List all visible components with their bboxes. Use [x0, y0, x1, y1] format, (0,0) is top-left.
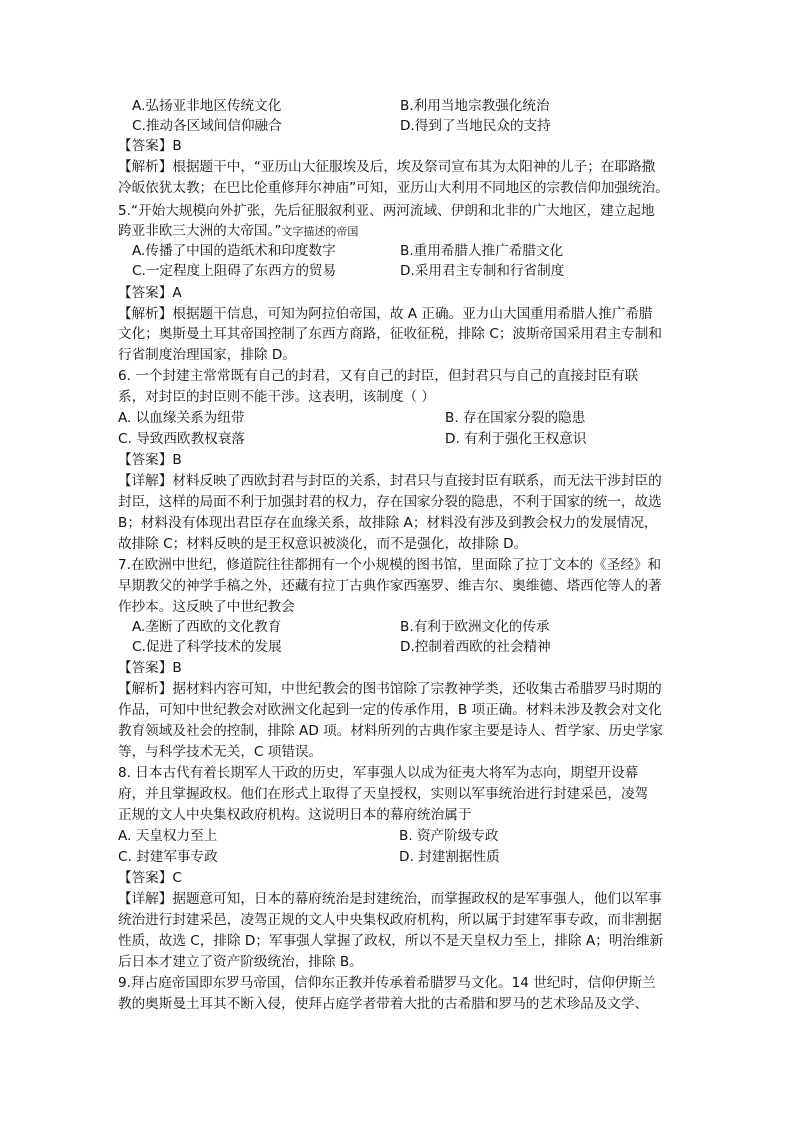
q6-answer: 【答案】B	[118, 452, 182, 468]
q9-stem-line: 9.拜占庭帝国即东罗马帝国，信仰东正教并传承着希腊罗马文化。14 世纪时，信仰伊斯兰	[118, 975, 656, 991]
q8-option-d: D. 封建割据性质	[399, 849, 500, 865]
q4-analysis-line: 【解析】根据题干中，“亚历山大征服埃及后，埃及祭司宣布其为太阳神的儿子；在耶路撒	[118, 159, 656, 175]
q7-option-a: A.垄断了西欧的文化教育	[132, 619, 282, 635]
q7-option-d: D.控制着西欧的社会精神	[400, 639, 551, 655]
q8-option-a: A. 天皇权力至上	[118, 828, 218, 844]
q7-stem-line: 7.在欧洲中世纪，修道院往往都拥有一个小规模的图书馆，里面除了拉丁文本的《圣经》和	[118, 557, 662, 573]
q8-stem-line: 正规的文人中央集权政府机构。这说明日本的幕府统治属于	[118, 807, 472, 823]
q6-analysis-line: B；材料没有体现出君臣存在血缘关系，故排除 A；材料没有涉及到教会权力的发展情况，	[118, 515, 658, 531]
q5-stem-line: 5.“开始大规模向外扩张，先后征服叙利亚、两河流域、伊朗和北非的广大地区，建立起地	[118, 203, 655, 219]
q4-answer: 【答案】B	[118, 138, 182, 154]
q7-stem-line: 早期教父的神学手稿之外，还藏有拉丁古典作家西塞罗、维吉尔、奥维德、塔西佗等人的著	[118, 578, 662, 594]
q5-option-a: A.传播了中国的造纸术和印度数字	[132, 243, 336, 259]
q6-option-b: B. 存在国家分裂的隐患	[445, 410, 586, 426]
q8-analysis-line: 统治进行封建采邑，凌驾正规的文人中央集权政府机构，所以属于封建军事专政，而非割据	[118, 912, 662, 928]
q6-option-c: C. 导致西欧教权衰落	[118, 431, 245, 447]
q6-stem-line: 6. 一个封建主常常既有自己的封君，又有自己的封臣，但封君只与自己的直接封臣有联	[118, 368, 639, 384]
q4-option-d: D.得到了当地民众的支持	[400, 118, 551, 134]
q7-analysis-line: 等，与科学技术无关，C 项错误。	[118, 744, 323, 760]
q8-analysis-line: 后日本才建立了资产阶级统治，排除 B。	[118, 954, 363, 970]
q5-analysis-line: 【解析】根据题干信息，可知为阿拉伯帝国，故 A 正确。亚力山大国重用希腊人推广希腊	[118, 306, 653, 322]
q6-analysis-line: 【详解】材料反映了西欧封君与封臣的关系，封君只与直接封臣有联系，而无法干涉封臣的	[118, 473, 662, 489]
q8-analysis-line: 性质，故选 C，排除 D；军事强人掌握了政权，所以不是天皇权力至上，排除 A；明治维新	[118, 933, 664, 949]
q6-stem-line: 系，对封臣的封臣则不能干涉。这表明，该制度（ ）	[118, 389, 435, 405]
q5-option-d: D.采用君主专制和行省制度	[400, 263, 565, 279]
q5-analysis-line: 文化；奥斯曼土耳其帝国控制了东西方商路，征收征税，排除 C；波斯帝国采用君主专制和	[118, 326, 662, 342]
q7-analysis-line: 作品，可知中世纪教会对欧洲文化起到一定的传承作用，B 项正确。材料未涉及教会对文化	[118, 702, 662, 718]
q5-answer: 【答案】A	[118, 285, 182, 301]
q5-option-b: B.重用希腊人推广希腊文化	[400, 243, 564, 259]
q9-stem-line: 教的奥斯曼土耳其不断入侵，使拜占庭学者带着大批的古希腊和罗马的艺术珍品及文学、	[118, 996, 649, 1012]
q4-analysis-line: 冷皈依犹太教；在巴比伦重修拜尔神庙”可知，亚历山大利用不同地区的宗教信仰加强统治。	[118, 180, 669, 196]
q5-analysis-line: 行省制度治理国家，排除 D。	[118, 347, 296, 363]
q7-analysis-line: 教育领域及社会的控制，排除 AD 项。材料所列的古典作家主要是诗人、哲学家、历史学家	[118, 723, 663, 739]
q7-answer: 【答案】B	[118, 660, 182, 676]
q6-analysis-line: 故排除 C；材料反映的是王权意识被淡化，而不是强化，故排除 D。	[118, 536, 528, 552]
q5-stem-note: 文字描述的帝国	[281, 225, 359, 238]
q7-stem-line: 作抄本。这反映了中世纪教会	[118, 599, 295, 615]
q4-option-c: C.推动各区域间信仰融合	[132, 118, 282, 134]
q8-stem-line: 8. 日本古代有着长期军人干政的历史，军事强人以成为征夷大将军为志向，期望开设幕	[118, 765, 639, 781]
q7-option-c: C.促进了科学技术的发展	[132, 639, 282, 655]
q6-option-d: D. 有利于强化王权意识	[445, 431, 587, 447]
q5-stem-line	[118, 221, 358, 242]
q6-analysis-line: 封臣，这样的局面不利于加强封君的权力，存在国家分裂的隐患，不利于国家的统一，故选	[118, 494, 662, 510]
q4-option-b: B.利用当地宗教强化统治	[400, 98, 550, 114]
q7-option-b: B.有利于欧洲文化的传承	[400, 619, 550, 635]
q8-analysis-line: 【详解】据题意可知，日本的幕府统治是封建统治，而掌握政权的是军事强人，他们以军事	[118, 891, 662, 907]
q6-option-a: A. 以血缘关系为纽带	[118, 410, 245, 426]
q8-stem-line: 府，并且掌握政权。他们在形式上取得了天皇授权，实则以军事统治进行封建采邑，凌驾	[118, 786, 649, 802]
q7-analysis-line: 【解析】据材料内容可知，中世纪教会的图书馆除了宗教神学类，还收集古希腊罗马时期的	[118, 681, 662, 697]
q8-answer: 【答案】C	[118, 870, 182, 886]
q4-option-a: A.弘扬亚非地区传统文化	[132, 98, 282, 114]
q8-option-c: C. 封建军事专政	[118, 849, 218, 865]
q5-option-c: C.一定程度上阻碍了东西方的贸易	[132, 263, 337, 279]
q8-option-b: B. 资产阶级专政	[399, 828, 499, 844]
q5-stem-text: 跨亚非欧三大洲的大帝国。”	[118, 223, 282, 239]
